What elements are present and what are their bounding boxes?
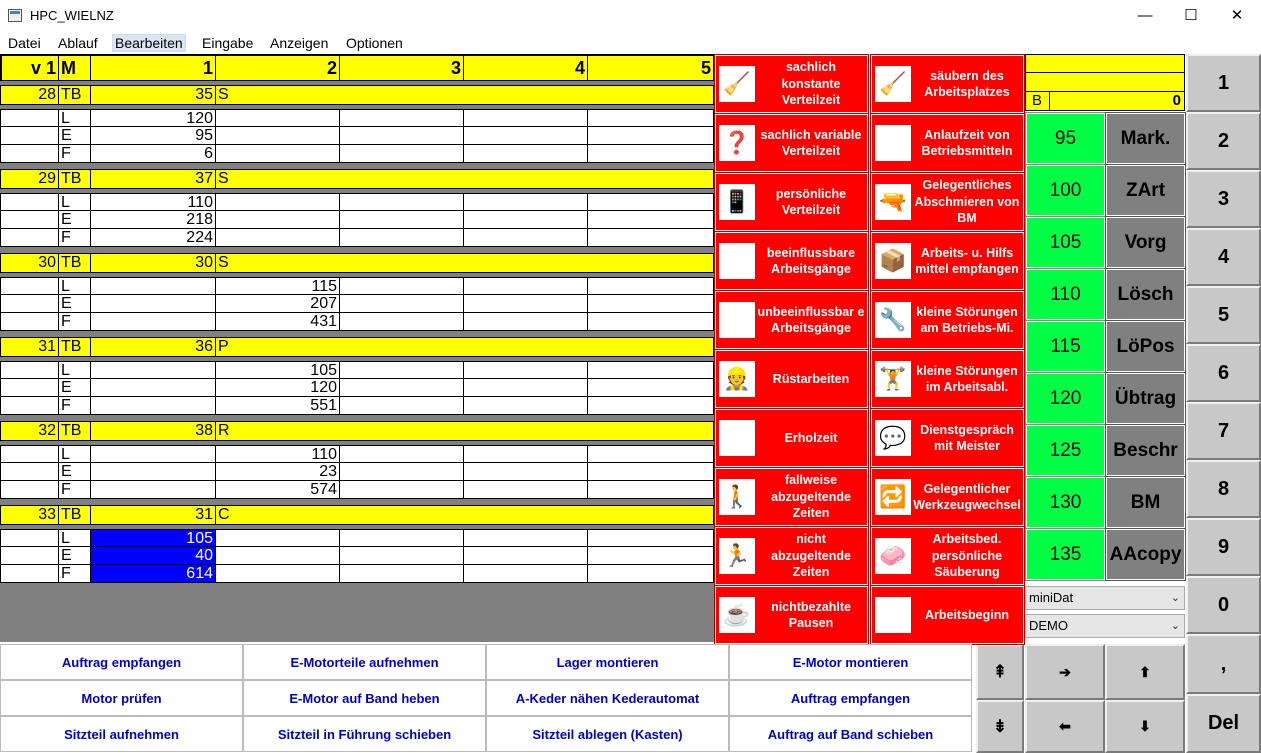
- time-button-label: Gelegentliches Abschmieren von BM: [914, 178, 1020, 226]
- menu-eingabe[interactable]: Eingabe: [202, 35, 254, 51]
- workflow-button-6[interactable]: A-Keder nähen Kederautomat: [486, 680, 729, 716]
- row-cell[interactable]: [464, 445, 588, 463]
- time-button-label: nichtbezahlte Pausen: [771, 599, 851, 630]
- row-spacer[interactable]: [0, 529, 59, 547]
- walking-worker-icon: 🚶: [719, 479, 755, 515]
- row-cell[interactable]: [464, 547, 588, 565]
- time-button-label: kleine Störungen am Betriebs-Mi.: [916, 304, 1018, 335]
- grid-header-col-4[interactable]: 3: [340, 54, 464, 81]
- row-cell[interactable]: [216, 145, 340, 163]
- time-button-left-8[interactable]: [715, 527, 868, 585]
- washing-hands-icon: 🧼: [875, 538, 911, 574]
- percent-button-125[interactable]: 125: [1026, 425, 1105, 476]
- row-cell[interactable]: [464, 481, 588, 499]
- row-cell[interactable]: [588, 379, 714, 397]
- row-cell[interactable]: [340, 463, 464, 481]
- row-cell[interactable]: [464, 379, 588, 397]
- row-cell[interactable]: [588, 229, 714, 247]
- b-label: B: [1025, 92, 1050, 111]
- function-button-6[interactable]: Beschr: [1106, 425, 1185, 476]
- time-button-right-4[interactable]: [871, 291, 1024, 349]
- row-cell[interactable]: [91, 277, 216, 295]
- row-label[interactable]: L: [59, 361, 91, 379]
- row-value[interactable]: 120: [216, 379, 340, 397]
- row-cell[interactable]: [464, 193, 588, 211]
- row-cell[interactable]: [216, 193, 340, 211]
- row-cell[interactable]: [464, 109, 588, 127]
- row-spacer[interactable]: [0, 547, 59, 565]
- workflow-button-4[interactable]: Motor prüfen: [0, 680, 243, 716]
- time-button-label: Erholzeit: [784, 430, 838, 445]
- block-value[interactable]: 37: [91, 169, 216, 189]
- row-cell[interactable]: [588, 529, 714, 547]
- title-bar: [0, 0, 1261, 32]
- percent-button-135[interactable]: 135: [1026, 529, 1105, 580]
- time-button-right-2[interactable]: [871, 173, 1024, 231]
- keypad-key-9[interactable]: 0: [1186, 576, 1261, 634]
- row-cell[interactable]: [588, 361, 714, 379]
- time-button-label: Anlaufzeit von Betriebsmitteln: [921, 127, 1013, 158]
- row-spacer[interactable]: [0, 397, 59, 415]
- workflow-button-1[interactable]: E-Motorteile aufnehmen: [243, 644, 486, 680]
- row-spacer[interactable]: [0, 361, 59, 379]
- menu-ablauf[interactable]: Ablauf: [58, 35, 98, 51]
- row-cell[interactable]: [91, 463, 216, 481]
- row-cell[interactable]: [91, 481, 216, 499]
- arrow-left-icon: ⬅: [1059, 718, 1071, 734]
- time-button-right-0[interactable]: [871, 55, 1024, 113]
- row-cell[interactable]: [340, 193, 464, 211]
- row-cell[interactable]: [588, 397, 714, 415]
- time-button-label: Arbeitsbed. persönliche Säuberung: [931, 532, 1003, 580]
- function-button-3[interactable]: Lösch: [1106, 269, 1185, 320]
- grid-header-col-6[interactable]: 5: [588, 54, 714, 81]
- row-label[interactable]: L: [59, 193, 91, 211]
- page-down-icon: ⇟: [992, 716, 1008, 736]
- row-cell[interactable]: [464, 145, 588, 163]
- row-spacer[interactable]: [0, 379, 59, 397]
- conversation-icon: 💬: [875, 420, 911, 456]
- arrow-up-icon: ⬆: [1139, 663, 1151, 680]
- time-button-right-3[interactable]: [871, 232, 1024, 290]
- row-cell[interactable]: [340, 361, 464, 379]
- keypad-key-5[interactable]: 6: [1186, 344, 1261, 402]
- grid-header-col-3[interactable]: 2: [216, 54, 340, 81]
- keypad-key-8[interactable]: 9: [1186, 518, 1261, 576]
- worker-machine-icon: ⚙: [719, 243, 755, 279]
- block-code[interactable]: C: [216, 505, 714, 525]
- row-cell[interactable]: [216, 127, 340, 145]
- row-value[interactable]: 40: [91, 547, 216, 565]
- row-value[interactable]: 23: [216, 463, 340, 481]
- phone-icon: 📱: [719, 184, 755, 220]
- row-value[interactable]: 115: [216, 277, 340, 295]
- time-button-left-7[interactable]: [715, 468, 868, 526]
- row-cell[interactable]: [91, 379, 216, 397]
- workflow-button-9[interactable]: Sitzteil in Führung schieben: [243, 716, 486, 752]
- row-value[interactable]: 614: [91, 565, 216, 583]
- row-cell[interactable]: [588, 313, 714, 331]
- row-cell[interactable]: [464, 463, 588, 481]
- row-cell[interactable]: [464, 211, 588, 229]
- row-label[interactable]: E: [59, 547, 91, 565]
- data-grid: [0, 54, 714, 642]
- block-type[interactable]: TB: [59, 421, 91, 441]
- grid-header-col-0[interactable]: v 1: [0, 54, 59, 81]
- row-cell[interactable]: [464, 529, 588, 547]
- row-cell[interactable]: [588, 145, 714, 163]
- maximize-button[interactable]: ☐: [1184, 7, 1198, 24]
- time-button-right-7[interactable]: [871, 468, 1024, 526]
- profile-select[interactable]: [1025, 614, 1185, 638]
- row-label[interactable]: L: [59, 529, 91, 547]
- receiving-tools-icon: 📦: [875, 243, 911, 279]
- arrow-up-button[interactable]: [1105, 644, 1185, 700]
- row-label[interactable]: F: [59, 313, 91, 331]
- row-cell[interactable]: [91, 313, 216, 331]
- row-cell[interactable]: [340, 529, 464, 547]
- row-cell[interactable]: [340, 229, 464, 247]
- close-button[interactable]: ✕: [1230, 7, 1244, 24]
- app-icon: [8, 9, 22, 22]
- row-label[interactable]: F: [59, 229, 91, 247]
- row-cell[interactable]: [340, 481, 464, 499]
- time-button-label: fallweise abzugeltende Zeiten: [771, 473, 851, 521]
- time-button-label: sachlich variable Verteilzeit: [760, 127, 862, 158]
- function-button-5[interactable]: Übtrag: [1106, 373, 1185, 424]
- block-number[interactable]: 33: [0, 505, 59, 525]
- row-cell[interactable]: [464, 397, 588, 415]
- block-value[interactable]: 30: [91, 253, 216, 273]
- workflow-button-0[interactable]: Auftrag empfangen: [0, 644, 243, 680]
- row-cell[interactable]: [340, 295, 464, 313]
- time-button-label: säubern des Arbeitsplatzes: [924, 68, 1010, 99]
- row-cell[interactable]: [588, 277, 714, 295]
- row-cell[interactable]: [340, 109, 464, 127]
- function-button-0[interactable]: Mark.: [1106, 113, 1185, 164]
- row-value[interactable]: 105: [216, 361, 340, 379]
- worker-lifting-icon: 🏋: [875, 361, 911, 397]
- time-button-label: nicht abzugeltende Zeiten: [771, 532, 851, 580]
- block-type[interactable]: TB: [59, 85, 91, 105]
- percent-button-95[interactable]: 95: [1026, 113, 1105, 164]
- row-label[interactable]: F: [59, 565, 91, 583]
- status-line-1: [1025, 54, 1185, 73]
- block-code[interactable]: S: [216, 169, 714, 189]
- row-cell[interactable]: [340, 211, 464, 229]
- row-cell[interactable]: [588, 481, 714, 499]
- row-value[interactable]: 431: [216, 313, 340, 331]
- broom-icon: 🧹: [875, 66, 911, 102]
- row-value[interactable]: 105: [91, 529, 216, 547]
- row-label[interactable]: F: [59, 397, 91, 415]
- row-cell[interactable]: [216, 529, 340, 547]
- row-cell[interactable]: [216, 109, 340, 127]
- keypad-key-0[interactable]: 1: [1186, 54, 1261, 112]
- running-worker-icon: 🏃: [719, 538, 755, 574]
- time-button-left-1[interactable]: [715, 114, 868, 172]
- row-spacer[interactable]: [0, 193, 59, 211]
- time-button-right-9[interactable]: [871, 586, 1024, 644]
- row-cell[interactable]: [588, 295, 714, 313]
- row-cell[interactable]: [464, 277, 588, 295]
- block-type[interactable]: TB: [59, 169, 91, 189]
- block-code[interactable]: P: [216, 337, 714, 357]
- keypad-key-11[interactable]: Del: [1186, 694, 1261, 753]
- time-button-label: unbeeinflussbar e Arbeitsgänge: [757, 304, 865, 335]
- row-spacer[interactable]: [0, 109, 59, 127]
- row-cell[interactable]: [216, 229, 340, 247]
- time-button-label: Arbeitsbeginn: [924, 607, 1010, 622]
- row-label[interactable]: E: [59, 463, 91, 481]
- row-cell[interactable]: [216, 211, 340, 229]
- row-cell[interactable]: [340, 379, 464, 397]
- keypad-key-3[interactable]: 4: [1186, 228, 1261, 286]
- row-spacer[interactable]: [0, 145, 59, 163]
- row-cell[interactable]: [91, 445, 216, 463]
- row-spacer[interactable]: [0, 127, 59, 145]
- function-button-8[interactable]: AAcopy: [1106, 529, 1185, 580]
- row-spacer[interactable]: [0, 229, 59, 247]
- block-code[interactable]: S: [216, 85, 714, 105]
- row-cell[interactable]: [216, 547, 340, 565]
- block-number[interactable]: 29: [0, 169, 59, 189]
- row-label[interactable]: E: [59, 379, 91, 397]
- function-button-1[interactable]: ZArt: [1106, 165, 1185, 216]
- row-value[interactable]: 95: [91, 127, 216, 145]
- keypad-key-10[interactable]: ,: [1186, 634, 1261, 694]
- grease-gun-icon: 🔫: [875, 184, 911, 220]
- row-value[interactable]: 110: [216, 445, 340, 463]
- chevron-down-icon: ⌄: [1170, 620, 1180, 632]
- row-value[interactable]: 574: [216, 481, 340, 499]
- block-code[interactable]: S: [216, 253, 714, 273]
- workflow-button-5[interactable]: E-Motor auf Band heben: [243, 680, 486, 716]
- time-button-right-5[interactable]: [871, 350, 1024, 408]
- row-label[interactable]: E: [59, 295, 91, 313]
- keypad-key-4[interactable]: 5: [1186, 286, 1261, 344]
- menu-optionen[interactable]: Optionen: [346, 35, 403, 51]
- block-value[interactable]: 36: [91, 337, 216, 357]
- percent-button-105[interactable]: 105: [1026, 217, 1105, 268]
- block-value[interactable]: 35: [91, 85, 216, 105]
- row-cell[interactable]: [216, 565, 340, 583]
- time-button-left-9[interactable]: [715, 586, 868, 644]
- chevron-down-icon: ⌄: [1170, 592, 1180, 604]
- row-value[interactable]: 120: [91, 109, 216, 127]
- row-label[interactable]: L: [59, 445, 91, 463]
- machine-icon: 🛠: [719, 302, 755, 338]
- row-cell[interactable]: [340, 565, 464, 583]
- row-cell[interactable]: [588, 547, 714, 565]
- row-cell[interactable]: [340, 313, 464, 331]
- time-button-label: Arbeits- u. Hilfs mittel empfangen: [915, 245, 1019, 276]
- row-cell[interactable]: [464, 229, 588, 247]
- row-cell[interactable]: [588, 463, 714, 481]
- database-select[interactable]: [1025, 586, 1185, 610]
- start-work-icon: ▶: [875, 597, 911, 633]
- time-button-right-8[interactable]: [871, 527, 1024, 585]
- row-value[interactable]: 6: [91, 145, 216, 163]
- time-button-left-3[interactable]: [715, 232, 868, 290]
- block-value[interactable]: 31: [91, 505, 216, 525]
- time-button-left-2[interactable]: [715, 173, 868, 231]
- row-cell[interactable]: [588, 565, 714, 583]
- time-button-label: kleine Störungen im Arbeitsabl.: [916, 363, 1018, 394]
- row-cell[interactable]: [340, 397, 464, 415]
- time-button-right-6[interactable]: [871, 409, 1024, 467]
- keypad-key-7[interactable]: 8: [1186, 460, 1261, 518]
- setup-worker-icon: 👷: [719, 361, 755, 397]
- page-up-button[interactable]: [976, 644, 1024, 700]
- arrow-left-button[interactable]: [1025, 700, 1105, 753]
- row-cell[interactable]: [588, 445, 714, 463]
- row-cell[interactable]: [588, 193, 714, 211]
- database-select-value: miniDat: [1029, 590, 1074, 605]
- keypad-key-1[interactable]: 2: [1186, 112, 1261, 170]
- row-cell[interactable]: [91, 295, 216, 313]
- tool-change-icon: 🔁: [875, 479, 911, 515]
- machine-start-icon: ⚙: [875, 125, 911, 161]
- time-button-right-1[interactable]: [871, 114, 1024, 172]
- block-number[interactable]: 30: [0, 253, 59, 273]
- break-person-icon: ☕: [719, 597, 755, 633]
- row-cell[interactable]: [340, 445, 464, 463]
- row-cell[interactable]: [91, 361, 216, 379]
- keypad-key-6[interactable]: 7: [1186, 402, 1261, 460]
- block-number[interactable]: 32: [0, 421, 59, 441]
- percent-button-115[interactable]: 115: [1026, 321, 1105, 372]
- row-value[interactable]: 207: [216, 295, 340, 313]
- percent-button-120[interactable]: 120: [1026, 373, 1105, 424]
- workflow-button-3[interactable]: E-Motor montieren: [729, 644, 972, 680]
- row-cell[interactable]: [464, 361, 588, 379]
- row-label[interactable]: L: [59, 109, 91, 127]
- row-spacer[interactable]: [0, 463, 59, 481]
- vacuum-icon: 🧹: [719, 66, 755, 102]
- grid-header-col-1[interactable]: M: [59, 54, 91, 81]
- row-label[interactable]: L: [59, 277, 91, 295]
- menu-bearbeiten[interactable]: Bearbeiten: [112, 34, 186, 52]
- wrench-machine-icon: 🔧: [875, 302, 911, 338]
- menu-anzeigen[interactable]: Anzeigen: [270, 35, 329, 51]
- row-cell[interactable]: [464, 313, 588, 331]
- grid-header-col-5[interactable]: 4: [464, 54, 588, 81]
- row-cell[interactable]: [588, 109, 714, 127]
- workflow-button-11[interactable]: Auftrag auf Band schieben: [729, 716, 972, 752]
- workflow-button-2[interactable]: Lager montieren: [486, 644, 729, 680]
- row-cell[interactable]: [340, 277, 464, 295]
- row-spacer[interactable]: [0, 445, 59, 463]
- row-cell[interactable]: [588, 211, 714, 229]
- function-button-2[interactable]: Vorg: [1106, 217, 1185, 268]
- status-line-2: [1025, 73, 1185, 92]
- row-value[interactable]: 551: [216, 397, 340, 415]
- time-button-left-6[interactable]: [715, 409, 868, 467]
- row-cell[interactable]: [464, 127, 588, 145]
- row-value[interactable]: 110: [91, 193, 216, 211]
- grid-header-col-2[interactable]: 1: [91, 54, 216, 81]
- row-cell[interactable]: [340, 547, 464, 565]
- menu-datei[interactable]: Datei: [8, 35, 41, 51]
- row-label[interactable]: E: [59, 211, 91, 229]
- row-cell[interactable]: [340, 127, 464, 145]
- workflow-button-7[interactable]: Auftrag empfangen: [729, 680, 972, 716]
- arrow-down-icon: ⬇: [1139, 718, 1151, 734]
- time-button-left-0[interactable]: [715, 55, 868, 113]
- question-icon: ❓: [719, 125, 755, 161]
- row-value[interactable]: 224: [91, 229, 216, 247]
- time-button-left-5[interactable]: [715, 350, 868, 408]
- page-down-button[interactable]: [976, 700, 1024, 753]
- row-spacer[interactable]: [0, 481, 59, 499]
- block-number[interactable]: 28: [0, 85, 59, 105]
- window-title: HPC_WIELNZ: [30, 8, 114, 23]
- time-button-label: Rüstarbeiten: [772, 371, 850, 386]
- row-label[interactable]: E: [59, 127, 91, 145]
- block-type[interactable]: TB: [59, 253, 91, 273]
- row-label[interactable]: F: [59, 481, 91, 499]
- block-code[interactable]: R: [216, 421, 714, 441]
- row-cell[interactable]: [588, 127, 714, 145]
- resting-person-icon: 🛋: [719, 420, 755, 456]
- arrow-right-button[interactable]: [1025, 644, 1105, 700]
- row-cell[interactable]: [91, 397, 216, 415]
- time-button-label: sachlich konstante Verteilzeit: [781, 60, 841, 108]
- time-button-label: beeinflussbare Arbeitsgänge: [766, 245, 856, 276]
- row-spacer[interactable]: [0, 295, 59, 313]
- block-value[interactable]: 38: [91, 421, 216, 441]
- time-button-label: persönliche Verteilzeit: [775, 186, 847, 217]
- time-button-label: Gelegentlicher Werkzeugwechsel: [913, 481, 1021, 512]
- row-cell[interactable]: [464, 295, 588, 313]
- minimize-button[interactable]: —: [1137, 7, 1153, 24]
- row-value[interactable]: 218: [91, 211, 216, 229]
- row-label[interactable]: F: [59, 145, 91, 163]
- page-up-icon: ⇞: [992, 662, 1008, 681]
- row-spacer[interactable]: [0, 313, 59, 331]
- block-type[interactable]: TB: [59, 505, 91, 525]
- row-spacer[interactable]: [0, 565, 59, 583]
- block-number[interactable]: 31: [0, 337, 59, 357]
- workflow-button-10[interactable]: Sitzteil ablegen (Kasten): [486, 716, 729, 752]
- profile-select-value: DEMO: [1029, 618, 1068, 633]
- time-button-label: Dienstgespräch mit Meister: [920, 422, 1014, 453]
- arrow-down-button[interactable]: [1105, 700, 1185, 753]
- block-type[interactable]: TB: [59, 337, 91, 357]
- row-cell[interactable]: [340, 145, 464, 163]
- row-cell[interactable]: [464, 565, 588, 583]
- row-spacer[interactable]: [0, 277, 59, 295]
- percent-button-110[interactable]: 110: [1026, 269, 1105, 320]
- row-spacer[interactable]: [0, 211, 59, 229]
- time-button-left-4[interactable]: [715, 291, 868, 349]
- keypad-key-2[interactable]: 3: [1186, 170, 1261, 228]
- b-value: 0: [1050, 92, 1185, 111]
- function-button-7[interactable]: BM: [1106, 477, 1185, 528]
- menu-bar: [0, 32, 1261, 54]
- arrow-right-icon: ➔: [1059, 663, 1071, 680]
- function-button-4[interactable]: LöPos: [1106, 321, 1185, 372]
- percent-button-100[interactable]: 100: [1026, 165, 1105, 216]
- workflow-button-8[interactable]: Sitzteil aufnehmen: [0, 716, 243, 752]
- percent-button-130[interactable]: 130: [1026, 477, 1105, 528]
